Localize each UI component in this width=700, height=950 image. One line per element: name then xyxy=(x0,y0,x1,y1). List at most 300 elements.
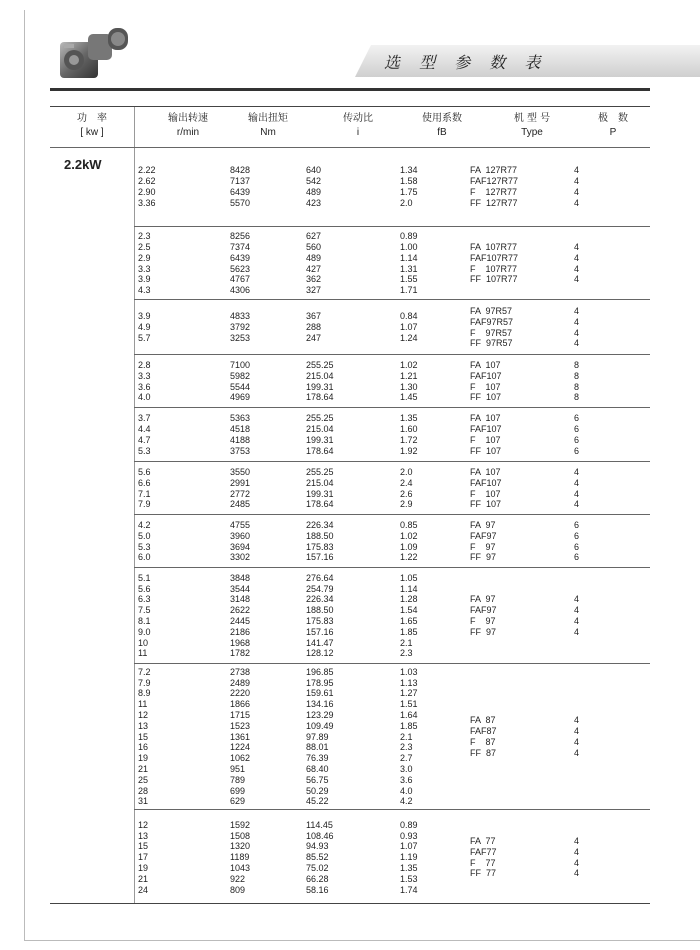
table-group xyxy=(134,568,650,664)
output-torque-cell: 922 xyxy=(230,873,246,884)
table-group xyxy=(134,515,650,568)
table-group xyxy=(134,227,650,300)
ratio-cell: 199.31 xyxy=(306,381,334,392)
service-factor-cell: 1.31 xyxy=(400,263,418,274)
output-speed-cell: 9.0 xyxy=(138,626,151,637)
output-torque-cell: 3302 xyxy=(230,552,251,563)
service-factor-cell: 3.6 xyxy=(400,774,413,785)
poles-cell: 6 xyxy=(574,541,580,552)
service-factor-cell: 1.07 xyxy=(400,322,418,333)
ratio-cell: 215.04 xyxy=(306,370,334,381)
output-speed-cell: 17 xyxy=(138,852,149,863)
service-factor-cell: 1.60 xyxy=(400,424,418,435)
output-speed-cell: 11 xyxy=(138,699,148,710)
service-factor-cell: 1.58 xyxy=(400,176,418,187)
type-cell: F 77 xyxy=(470,857,496,868)
output-torque-cell: 5544 xyxy=(230,381,251,392)
poles-cell: 4 xyxy=(574,488,580,499)
output-torque-cell: 4767 xyxy=(230,274,251,285)
output-torque-cell: 3544 xyxy=(230,583,251,594)
output-torque-cell: 1224 xyxy=(230,742,251,753)
output-speed-cell: 6.6 xyxy=(138,477,151,488)
type-cell: F 107 xyxy=(470,435,501,445)
output-torque-cell: 789 xyxy=(230,774,246,785)
type-cell: FA 107 xyxy=(470,466,501,477)
output-torque-cell: 2991 xyxy=(230,477,251,488)
poles-cell: 8 xyxy=(574,370,580,381)
poles-cell: 4 xyxy=(574,274,580,285)
output-torque-cell: 3694 xyxy=(230,541,251,552)
output-torque-cell: 1523 xyxy=(230,720,251,731)
output-speed-cell: 2.22 xyxy=(138,165,156,176)
ratio-cell: 175.83 xyxy=(306,541,334,552)
header-service-factor: 使用系数 fB xyxy=(422,113,462,138)
poles-cell: 8 xyxy=(574,381,580,392)
ratio-cell: 94.93 xyxy=(306,841,329,852)
ratio-cell: 255.25 xyxy=(306,413,334,424)
output-torque-cell: 5363 xyxy=(230,413,251,424)
ratio-cell: 255.25 xyxy=(306,466,334,477)
output-speed-cell: 15 xyxy=(138,731,149,742)
output-speed-cell: 8.1 xyxy=(138,616,151,626)
service-factor-cell: 1.21 xyxy=(400,370,418,381)
output-speed-cell: 19 xyxy=(138,753,149,764)
output-torque-cell: 2186 xyxy=(230,626,251,637)
ratio-cell: 159.61 xyxy=(306,688,334,699)
ratio-cell: 427 xyxy=(306,263,322,274)
output-speed-cell: 3.9 xyxy=(138,274,151,285)
output-torque-cell: 4969 xyxy=(230,392,251,403)
ratio-cell: 56.75 xyxy=(306,774,329,785)
table-group xyxy=(134,408,650,462)
output-torque-cell: 3848 xyxy=(230,572,251,583)
ratio-cell: 157.16 xyxy=(306,552,334,563)
type-cell: FA 107R77 xyxy=(470,241,518,252)
output-speed-cell: 6.0 xyxy=(138,552,151,563)
output-torque-cell: 3253 xyxy=(230,332,251,343)
service-factor-cell: 0.84 xyxy=(400,311,418,322)
output-speed-cell: 4.2 xyxy=(138,519,151,530)
type-cell: FF 77 xyxy=(470,868,497,879)
output-torque-cell: 4833 xyxy=(230,311,251,322)
poles-cell: 6 xyxy=(574,424,580,435)
table-header xyxy=(50,107,650,148)
ratio-cell: 88.01 xyxy=(306,742,329,753)
output-speed-cell: 16 xyxy=(138,742,149,753)
output-speed-cell: 5.6 xyxy=(138,466,151,477)
output-torque-cell: 6439 xyxy=(230,187,251,197)
poles-cell: 4 xyxy=(574,165,580,176)
type-cell: FA 97R57 xyxy=(470,305,513,316)
output-torque-cell: 1866 xyxy=(230,699,251,710)
output-speed-cell: 7.9 xyxy=(138,499,151,510)
output-speed-cell: 3.9 xyxy=(138,311,151,322)
output-torque-cell: 4306 xyxy=(230,285,251,296)
ratio-cell: 640 xyxy=(306,165,322,176)
service-factor-cell: 1.05 xyxy=(400,572,418,583)
output-speed-cell: 5.3 xyxy=(138,541,151,552)
service-factor-cell: 0.93 xyxy=(400,830,418,841)
output-torque-cell: 6439 xyxy=(230,252,251,263)
output-torque-cell: 2738 xyxy=(230,666,251,677)
service-factor-cell: 1.45 xyxy=(400,392,418,403)
service-factor-cell: 1.85 xyxy=(400,720,418,731)
type-cell: FA 87 xyxy=(470,715,496,726)
service-factor-cell: 1.28 xyxy=(400,594,418,605)
service-factor-cell: 4.0 xyxy=(400,785,413,796)
ratio-cell: 367 xyxy=(306,311,322,322)
output-speed-cell: 2.9 xyxy=(138,252,151,263)
output-speed-cell: 11 xyxy=(138,648,148,659)
output-torque-cell: 7374 xyxy=(230,241,251,252)
service-factor-cell: 2.4 xyxy=(400,477,413,488)
type-cell: FAF77 xyxy=(470,846,497,857)
table-group xyxy=(134,300,650,355)
output-torque-cell: 7137 xyxy=(230,176,251,187)
ratio-cell: 215.04 xyxy=(306,477,334,488)
type-cell: FAF97 xyxy=(470,530,497,541)
output-torque-cell: 629 xyxy=(230,796,246,807)
service-factor-cell: 1.55 xyxy=(400,274,418,285)
output-speed-cell: 13 xyxy=(138,830,149,841)
output-speed-cell: 3.6 xyxy=(138,381,151,392)
poles-cell: 6 xyxy=(574,530,580,541)
poles-cell: 4 xyxy=(574,316,580,327)
output-speed-cell: 12 xyxy=(138,819,149,830)
service-factor-cell: 1.30 xyxy=(400,381,418,392)
output-speed-cell: 15 xyxy=(138,841,149,852)
output-speed-cell: 2.5 xyxy=(138,241,151,252)
output-speed-cell: 3.3 xyxy=(138,263,151,274)
service-factor-cell: 1.14 xyxy=(400,252,418,263)
poles-cell: 4 xyxy=(574,477,580,488)
ratio-cell: 66.28 xyxy=(306,873,329,884)
poles-cell: 4 xyxy=(574,338,580,349)
poles-cell: 4 xyxy=(574,626,580,637)
output-torque-cell: 1782 xyxy=(230,648,251,659)
ratio-cell: 226.34 xyxy=(306,519,334,530)
ratio-cell: 188.50 xyxy=(306,605,334,616)
type-cell: FAF107 xyxy=(470,477,502,488)
type-cell: F 97 xyxy=(470,541,496,552)
service-factor-cell: 1.00 xyxy=(400,241,418,252)
table-group xyxy=(134,664,650,810)
type-cell: F 97 xyxy=(470,616,496,626)
ratio-cell: 489 xyxy=(306,187,322,197)
output-speed-cell: 24 xyxy=(138,884,149,895)
header-poles: 极 数 P xyxy=(598,113,628,138)
output-torque-cell: 2489 xyxy=(230,677,251,688)
poles-cell: 4 xyxy=(574,846,580,857)
service-factor-cell: 2.1 xyxy=(400,731,413,742)
type-cell: FF 107 xyxy=(470,392,502,403)
output-speed-cell: 4.0 xyxy=(138,392,151,403)
ratio-cell: 157.16 xyxy=(306,626,334,637)
service-factor-cell: 1.65 xyxy=(400,616,418,626)
ratio-cell: 134.16 xyxy=(306,699,334,710)
output-torque-cell: 8256 xyxy=(230,231,251,242)
service-factor-cell: 1.71 xyxy=(400,285,418,296)
output-speed-cell: 21 xyxy=(138,764,149,774)
ratio-cell: 50.29 xyxy=(306,785,329,796)
output-speed-cell: 25 xyxy=(138,774,149,785)
ratio-cell: 423 xyxy=(306,197,322,208)
output-speed-cell: 19 xyxy=(138,862,149,873)
poles-cell: 4 xyxy=(574,605,580,616)
ratio-cell: 362 xyxy=(306,274,322,285)
poles-cell: 4 xyxy=(574,499,580,510)
ratio-cell: 97.89 xyxy=(306,731,329,742)
poles-cell: 4 xyxy=(574,305,580,316)
type-cell: F 87 xyxy=(470,737,496,747)
type-cell: FF 107R77 xyxy=(470,274,518,285)
output-torque-cell: 2485 xyxy=(230,499,251,510)
ratio-cell: 76.39 xyxy=(306,753,329,764)
type-cell: FA 107 xyxy=(470,413,501,424)
poles-cell: 4 xyxy=(574,197,580,208)
output-torque-cell: 3792 xyxy=(230,322,251,333)
output-torque-cell: 4518 xyxy=(230,424,251,435)
table-group xyxy=(134,810,650,905)
ratio-cell: 199.31 xyxy=(306,435,334,445)
output-speed-cell: 3.7 xyxy=(138,413,151,424)
poles-cell: 8 xyxy=(574,392,580,403)
output-speed-cell: 8.9 xyxy=(138,688,151,699)
output-torque-cell: 5570 xyxy=(230,197,251,208)
type-cell: FF 97 xyxy=(470,552,497,563)
output-torque-cell: 1508 xyxy=(230,830,251,841)
ratio-cell: 178.64 xyxy=(306,392,334,403)
service-factor-cell: 2.3 xyxy=(400,742,413,753)
poles-cell: 4 xyxy=(574,868,580,879)
ratio-cell: 215.04 xyxy=(306,424,334,435)
ratio-cell: 276.64 xyxy=(306,572,334,583)
output-torque-cell: 809 xyxy=(230,884,246,895)
output-speed-cell: 2.3 xyxy=(138,231,151,242)
type-cell: FAF127R77 xyxy=(470,176,519,187)
service-factor-cell: 1.35 xyxy=(400,413,418,424)
output-speed-cell: 31 xyxy=(138,796,149,807)
type-cell: FAF97 xyxy=(470,605,497,616)
type-cell: FA 127R77 xyxy=(470,165,518,176)
header-rule xyxy=(50,88,650,91)
type-cell: FF 107 xyxy=(470,499,502,510)
ratio-cell: 327 xyxy=(306,285,322,296)
output-speed-cell: 4.7 xyxy=(138,435,151,445)
type-cell: FAF97R57 xyxy=(470,316,514,327)
type-cell: FF 97R57 xyxy=(470,338,513,349)
output-speed-cell: 21 xyxy=(138,873,149,884)
ratio-cell: 627 xyxy=(306,231,322,242)
power-column xyxy=(50,107,135,903)
type-cell: FA 97 xyxy=(470,594,496,605)
service-factor-cell: 2.0 xyxy=(400,466,413,477)
poles-cell: 6 xyxy=(574,519,580,530)
output-speed-cell: 3.36 xyxy=(138,197,156,208)
power-value: 2.2kW xyxy=(64,157,102,172)
ratio-cell: 175.83 xyxy=(306,616,334,626)
type-cell: F 107 xyxy=(470,488,501,499)
type-cell: FAF107 xyxy=(470,424,502,435)
poles-cell: 8 xyxy=(574,359,580,370)
poles-cell: 4 xyxy=(574,835,580,846)
service-factor-cell: 4.2 xyxy=(400,796,413,807)
gearmotor-image xyxy=(58,20,130,82)
poles-cell: 4 xyxy=(574,252,580,263)
service-factor-cell: 1.19 xyxy=(400,852,418,863)
service-factor-cell: 1.13 xyxy=(400,677,418,688)
output-speed-cell: 4.9 xyxy=(138,322,151,333)
parameter-table xyxy=(50,106,650,904)
header-speed: 输出转速 r/min xyxy=(168,113,208,138)
service-factor-cell: 1.27 xyxy=(400,688,418,699)
poles-cell: 4 xyxy=(574,241,580,252)
ratio-cell: 254.79 xyxy=(306,583,334,594)
type-cell: F 97R57 xyxy=(470,327,513,338)
type-cell: F 107R77 xyxy=(470,263,518,274)
table-group xyxy=(134,147,650,227)
output-torque-cell: 5623 xyxy=(230,263,251,274)
service-factor-cell: 1.02 xyxy=(400,359,418,370)
poles-cell: 4 xyxy=(574,263,580,274)
output-speed-cell: 5.3 xyxy=(138,445,151,456)
type-cell: FA 77 xyxy=(470,835,496,846)
service-factor-cell: 2.1 xyxy=(400,637,413,648)
output-torque-cell: 2445 xyxy=(230,616,251,626)
type-cell: FAF107 xyxy=(470,370,502,381)
header-torque: 输出扭矩 Nm xyxy=(248,113,288,138)
poles-cell: 4 xyxy=(574,747,580,758)
output-speed-cell: 5.0 xyxy=(138,530,151,541)
ratio-cell: 128.12 xyxy=(306,648,334,659)
service-factor-cell: 1.35 xyxy=(400,862,418,873)
output-speed-cell: 6.3 xyxy=(138,594,151,605)
poles-cell: 4 xyxy=(574,466,580,477)
poles-cell: 4 xyxy=(574,616,580,626)
service-factor-cell: 1.24 xyxy=(400,332,418,343)
service-factor-cell: 1.74 xyxy=(400,884,418,895)
ratio-cell: 288 xyxy=(306,322,322,333)
ratio-cell: 247 xyxy=(306,332,322,343)
service-factor-cell: 2.7 xyxy=(400,753,413,764)
output-speed-cell: 5.1 xyxy=(138,572,151,583)
output-torque-cell: 5982 xyxy=(230,370,251,381)
poles-cell: 4 xyxy=(574,327,580,338)
output-speed-cell: 28 xyxy=(138,785,149,796)
ratio-cell: 542 xyxy=(306,176,322,187)
type-cell: F 127R77 xyxy=(470,187,518,197)
output-torque-cell: 1189 xyxy=(230,852,250,863)
output-torque-cell: 3960 xyxy=(230,530,251,541)
ratio-cell: 109.49 xyxy=(306,720,334,731)
output-torque-cell: 7100 xyxy=(230,359,251,370)
service-factor-cell: 0.85 xyxy=(400,519,418,530)
poles-cell: 4 xyxy=(574,176,580,187)
output-torque-cell: 1968 xyxy=(230,637,251,648)
type-cell: FF 127R77 xyxy=(470,197,518,208)
ratio-cell: 114.45 xyxy=(306,819,333,830)
output-speed-cell: 12 xyxy=(138,710,149,720)
output-torque-cell: 1361 xyxy=(230,731,251,742)
service-factor-cell: 1.53 xyxy=(400,873,418,884)
output-torque-cell: 2772 xyxy=(230,488,251,499)
output-torque-cell: 3148 xyxy=(230,594,251,605)
output-torque-cell: 1062 xyxy=(230,753,251,764)
poles-cell: 6 xyxy=(574,413,580,424)
ratio-cell: 58.16 xyxy=(306,884,329,895)
ratio-cell: 188.50 xyxy=(306,530,334,541)
service-factor-cell: 1.85 xyxy=(400,626,418,637)
output-speed-cell: 13 xyxy=(138,720,149,731)
output-torque-cell: 1715 xyxy=(230,710,251,720)
ratio-cell: 196.85 xyxy=(306,666,334,677)
output-speed-cell: 5.6 xyxy=(138,583,151,594)
poles-cell: 4 xyxy=(574,726,580,737)
service-factor-cell: 2.9 xyxy=(400,499,413,510)
output-torque-cell: 3753 xyxy=(230,445,251,456)
service-factor-cell: 3.0 xyxy=(400,764,413,774)
ratio-cell: 68.40 xyxy=(306,764,329,774)
type-cell: FA 97 xyxy=(470,519,496,530)
output-speed-cell: 2.62 xyxy=(138,176,156,187)
poles-cell: 4 xyxy=(574,594,580,605)
output-torque-cell: 3550 xyxy=(230,466,251,477)
ratio-cell: 178.95 xyxy=(306,677,334,688)
service-factor-cell: 1.92 xyxy=(400,445,418,456)
output-torque-cell: 4755 xyxy=(230,519,251,530)
ratio-cell: 85.52 xyxy=(306,852,329,863)
output-speed-cell: 2.8 xyxy=(138,359,151,370)
output-torque-cell: 1592 xyxy=(230,819,251,830)
service-factor-cell: 1.64 xyxy=(400,710,418,720)
ratio-cell: 560 xyxy=(306,241,322,252)
poles-cell: 4 xyxy=(574,857,580,868)
output-speed-cell: 2.90 xyxy=(138,187,156,197)
output-torque-cell: 699 xyxy=(230,785,246,796)
poles-cell: 6 xyxy=(574,552,580,563)
type-cell: FAF87 xyxy=(470,726,497,737)
type-cell: F 107 xyxy=(470,381,501,392)
service-factor-cell: 1.03 xyxy=(400,666,418,677)
ratio-cell: 45.22 xyxy=(306,796,329,807)
ratio-cell: 226.34 xyxy=(306,594,334,605)
output-speed-cell: 7.5 xyxy=(138,605,151,616)
table-group xyxy=(134,355,650,408)
service-factor-cell: 1.09 xyxy=(400,541,418,552)
service-factor-cell: 1.54 xyxy=(400,605,418,616)
output-torque-cell: 1043 xyxy=(230,862,251,873)
ratio-cell: 199.31 xyxy=(306,488,334,499)
ratio-cell: 108.46 xyxy=(306,830,334,841)
output-speed-cell: 3.3 xyxy=(138,370,151,381)
service-factor-cell: 2.0 xyxy=(400,197,413,208)
service-factor-cell: 2.6 xyxy=(400,488,413,499)
service-factor-cell: 1.02 xyxy=(400,530,418,541)
output-torque-cell: 951 xyxy=(230,764,246,774)
header-type: 机 型 号 Type xyxy=(513,113,551,138)
output-torque-cell: 2220 xyxy=(230,688,251,699)
ratio-cell: 178.64 xyxy=(306,499,334,510)
service-factor-cell: 1.72 xyxy=(400,435,418,445)
type-cell: FAF107R77 xyxy=(470,252,519,263)
service-factor-cell: 1.34 xyxy=(400,165,418,176)
poles-cell: 6 xyxy=(574,435,580,445)
service-factor-cell: 2.3 xyxy=(400,648,413,659)
output-torque-cell: 8428 xyxy=(230,165,251,176)
output-speed-cell: 4.3 xyxy=(138,285,151,296)
ratio-cell: 178.64 xyxy=(306,445,334,456)
service-factor-cell: 1.51 xyxy=(400,699,418,710)
